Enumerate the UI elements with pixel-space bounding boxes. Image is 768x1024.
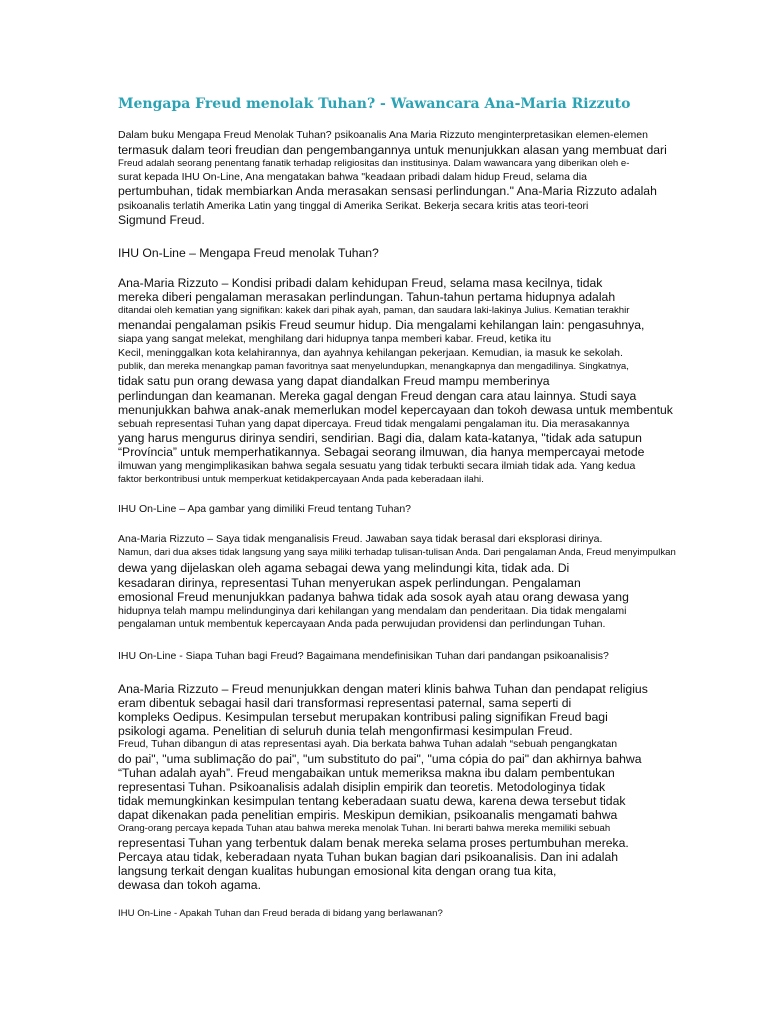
text-line: IHU On-Line – Apa gambar yang dimiliki Freud tentang Tuhan? — [118, 503, 412, 515]
text-line: mereka diberi pengalaman merasakan perlindungan. Tahun-tahun pertama hidupnya adalah — [118, 290, 616, 304]
text-line: sebuah representasi Tuhan yang dapat dipercaya. Freud tidak mengalami pengalaman itu. Dia merasakannya — [118, 418, 630, 430]
text-line: perlindungan dan keamanan. Mereka gagal dengan Freud dengan cara atau lainnya. Studi saya — [118, 389, 637, 403]
text-line: pengalaman untuk membentuk kepercayaan Anda pada perwujudan providensi dan perlindungan Tuhan. — [118, 618, 606, 630]
text-line: dewasa dan tokoh agama. — [118, 878, 261, 892]
text-line: siapa yang sangat melekat, menghilang dari hidupnya tanpa memberi kabar. Freud, ketika itu — [118, 333, 552, 345]
text-line: IHU On-Line – Mengapa Freud menolak Tuhan? — [118, 246, 379, 260]
text-line: Ana-Maria Rizzuto – Saya tidak menganalisis Freud. Jawaban saya tidak berasal dari eksplorasi dirinya. — [118, 533, 603, 545]
text-line: kompleks Oedipus. Kesimpulan tersebut merupakan kontribusi paling signifikan Freud bagi — [118, 710, 608, 724]
text-line: tidak memungkinkan kesimpulan tentang keberadaan suatu dewa, karena dewa tersebut tidak — [118, 794, 626, 808]
document-title: Mengapa Freud menolak Tuhan? - Wawancara Ana-Maria Rizzuto — [118, 96, 631, 112]
text-line: ditandai oleh kematian yang signifikan: kakek dari pihak ayah, paman, dan saudara laki-lakinya Julius. Kematian terakhir — [118, 305, 630, 316]
text-line: menunjukkan bahwa anak-anak memerlukan model kepercayaan dan tokoh dewasa untuk membentuk — [118, 403, 673, 417]
text-line: “Tuhan adalah ayah”. Freud mengabaikan untuk memeriksa makna ibu dalam pembentukan — [118, 766, 615, 780]
text-line: Kecil, meninggalkan kota kelahirannya, dan ayahnya kehilangan pekerjaan. Kemudian, ia masuk ke sekolah. — [118, 347, 623, 359]
text-line: representasi Tuhan yang terbentuk dalam benak mereka selama proses pertumbuhan mereka. — [118, 836, 629, 850]
text-line: hidupnya telah mampu melindunginya dari kehilangan yang mendalam dan penderitaan. Dia tidak mengalami — [118, 605, 627, 617]
text-line: pertumbuhan, tidak membiarkan Anda merasakan sensasi perlindungan." Ana-Maria Rizzuto adalah — [118, 184, 657, 198]
text-line: dapat dikenakan pada penelitian empiris. Meskipun demikian, psikoanalis mengamati bahwa — [118, 808, 618, 822]
text-line: surat kepada IHU On-Line, Ana mengatakan bahwa "keadaan pribadi dalam hidup Freud, selama dia — [118, 171, 587, 183]
text-line: Percaya atau tidak, keberadaan nyata Tuhan bukan bagian dari psikoanalisis. Dan ini adalah — [118, 850, 619, 864]
text-line: menandai pengalaman psikis Freud seumur hidup. Dia mengalami kehilangan lain: pengasuhnya, — [118, 318, 645, 332]
text-line: emosional Freud menunjukkan padanya bahwa tidak ada sosok ayah atau orang dewasa yang — [118, 590, 629, 604]
text-line: IHU On-Line - Siapa Tuhan bagi Freud? Bagaimana mendefinisikan Tuhan dari pandangan psikoanalisis? — [118, 650, 609, 662]
text-line: termasuk dalam teori freudian dan pengembangannya untuk menunjukkan alasan yang membuat dari — [118, 143, 667, 157]
text-line: Freud adalah seorang penentang fanatik terhadap religiositas dan institusinya. Dalam wawancara yang diberikan oleh e- — [118, 158, 630, 169]
text-line: yang harus mengurus dirinya sendiri, sendirian. Bagi dia, dalam kata-katanya, "tidak ada satupun — [118, 431, 642, 445]
text-line: publik, dan mereka menangkap paman favoritnya saat menyelundupkan, menangkapnya dan mengadilinya. Singkatnya, — [118, 361, 629, 372]
text-line: ilmuwan yang mengimplikasikan bahwa segala sesuatu yang tidak terbukti secara ilmiah tidak ada. Yang kedua — [118, 460, 636, 472]
text-line: Orang-orang percaya kepada Tuhan atau bahwa mereka menolak Tuhan. Ini berarti bahwa mereka memiliki sebuah — [118, 823, 611, 834]
text-line: faktor berkontribusi untuk memperkuat ketidakpercayaan Anda pada keberadaan ilahi. — [118, 474, 484, 485]
text-line: langsung terkait dengan kualitas hubungan emosional kita dengan orang tua kita, — [118, 864, 557, 878]
text-line: psikologi agama. Penelitian di seluruh dunia telah mengonfirmasi kesimpulan Freud. — [118, 724, 573, 738]
text-line: eram dibentuk sebagai hasil dari transformasi representasi paternal, sama seperti di — [118, 696, 572, 710]
text-line: tidak satu pun orang dewasa yang dapat diandalkan Freud mampu memberinya — [118, 374, 550, 388]
text-line: “Província” untuk memperhatikannya. Sebagai seorang ilmuwan, dia hanya mempercayai metode — [118, 445, 645, 459]
text-line: Sigmund Freud. — [118, 213, 205, 227]
text-line: Dalam buku Mengapa Freud Menolak Tuhan? psikoanalis Ana Maria Rizzuto menginterpretasikan elemen-elemen — [118, 129, 648, 141]
text-line: dewa yang dijelaskan oleh agama sebagai dewa yang melindungi kita, tidak ada. Di — [118, 561, 570, 575]
text-line: representasi Tuhan. Psikoanalisis adalah disiplin empirik dan teoretis. Metodologinya tidak — [118, 780, 606, 794]
text-line: Namun, dari dua akses tidak langsung yang saya miliki terhadap tulisan-tulisan Anda. Dari pengalaman Anda, Freud menyimpulkan — [118, 547, 676, 558]
text-line: kesadaran dirinya, representasi Tuhan menyerukan aspek perlindungan. Pengalaman — [118, 576, 581, 590]
text-line: Ana-Maria Rizzuto – Kondisi pribadi dalam kehidupan Freud, selama masa kecilnya, tidak — [118, 276, 603, 290]
text-line: Ana-Maria Rizzuto – Freud menunjukkan dengan materi klinis bahwa Tuhan dan pendapat religius — [118, 682, 648, 696]
text-line: IHU On-Line - Apakah Tuhan dan Freud berada di bidang yang berlawanan? — [118, 908, 443, 919]
text-line: Freud, Tuhan dibangun di atas representasi ayah. Dia berkata bahwa Tuhan adalah “sebuah pengangkatan — [118, 738, 618, 750]
text-line: psikoanalis terlatih Amerika Latin yang tinggal di Amerika Serikat. Bekerja secara kritis atas teori-teori — [118, 200, 589, 212]
text-line: do pai", "uma sublimação do pai", "um substituto do pai", "uma cópia do pai" dan akhirnya bahwa — [118, 752, 642, 766]
